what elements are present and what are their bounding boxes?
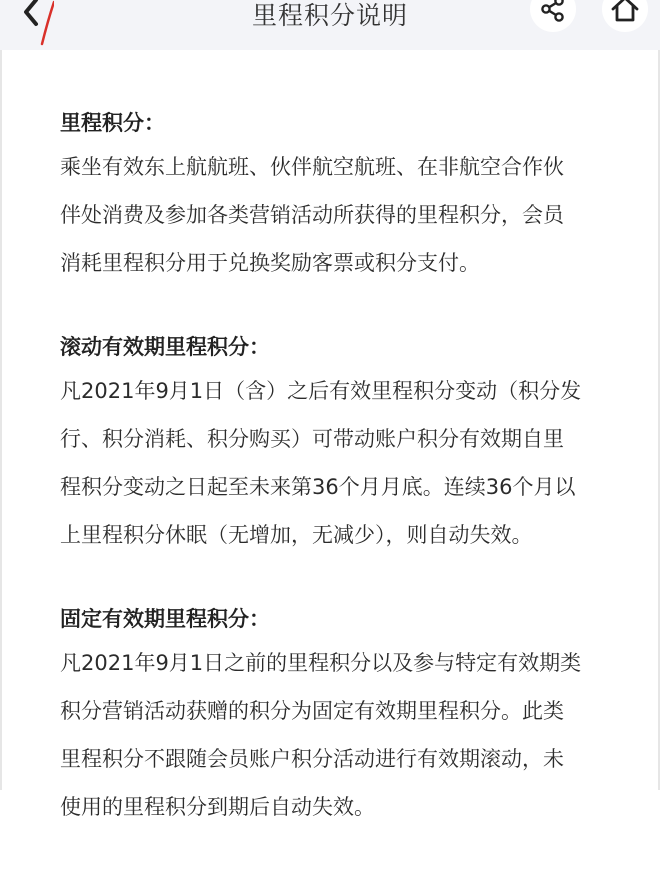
section-rolling-validity [60, 327, 625, 559]
body-line: 消耗里程积分用于兑换奖励客票或积分支付。 [60, 251, 480, 275]
section-heading: 里程积分： [60, 111, 165, 135]
body-line: 使用的里程积分到期后自动失效。 [60, 795, 375, 819]
body-line: 凡2021年9月1日之前的里程积分以及参与特定有效期类 [60, 651, 582, 675]
section-fixed-validity [60, 599, 625, 831]
top-navigation-bar [0, 0, 660, 50]
body-line: 凡2021年9月1日（含）之后有效里程积分变动（积分发 [60, 379, 582, 403]
body-line: 伴处消费及参加各类营销活动所获得的里程积分，会员 [60, 203, 564, 227]
content-area [60, 103, 625, 871]
body-line: 程积分变动之日起至未来第36个月月底。连续36个月以 [60, 475, 576, 499]
left-edge [0, 0, 2, 790]
body-line: 积分营销活动获赠的积分为固定有效期里程积分。此类 [60, 699, 564, 723]
home-icon [610, 0, 640, 23]
body-line: 里程积分不跟随会员账户积分活动进行有效期滚动，未 [60, 747, 564, 771]
page-title: 里程积分说明 [251, 1, 408, 30]
section-heading: 固定有效期里程积分： [60, 607, 270, 631]
body-line: 上里程积分休眠（无增加，无减少），则自动失效。 [60, 523, 533, 547]
section-heading: 滚动有效期里程积分： [60, 335, 270, 359]
body-line: 乘坐有效东上航航班、伙伴航空航班、在非航空合作伙 [60, 155, 564, 179]
section-mileage-points [60, 103, 625, 287]
body-line: 行、积分消耗、积分购买）可带动账户积分有效期自里 [60, 427, 564, 451]
share-icon [540, 0, 566, 22]
